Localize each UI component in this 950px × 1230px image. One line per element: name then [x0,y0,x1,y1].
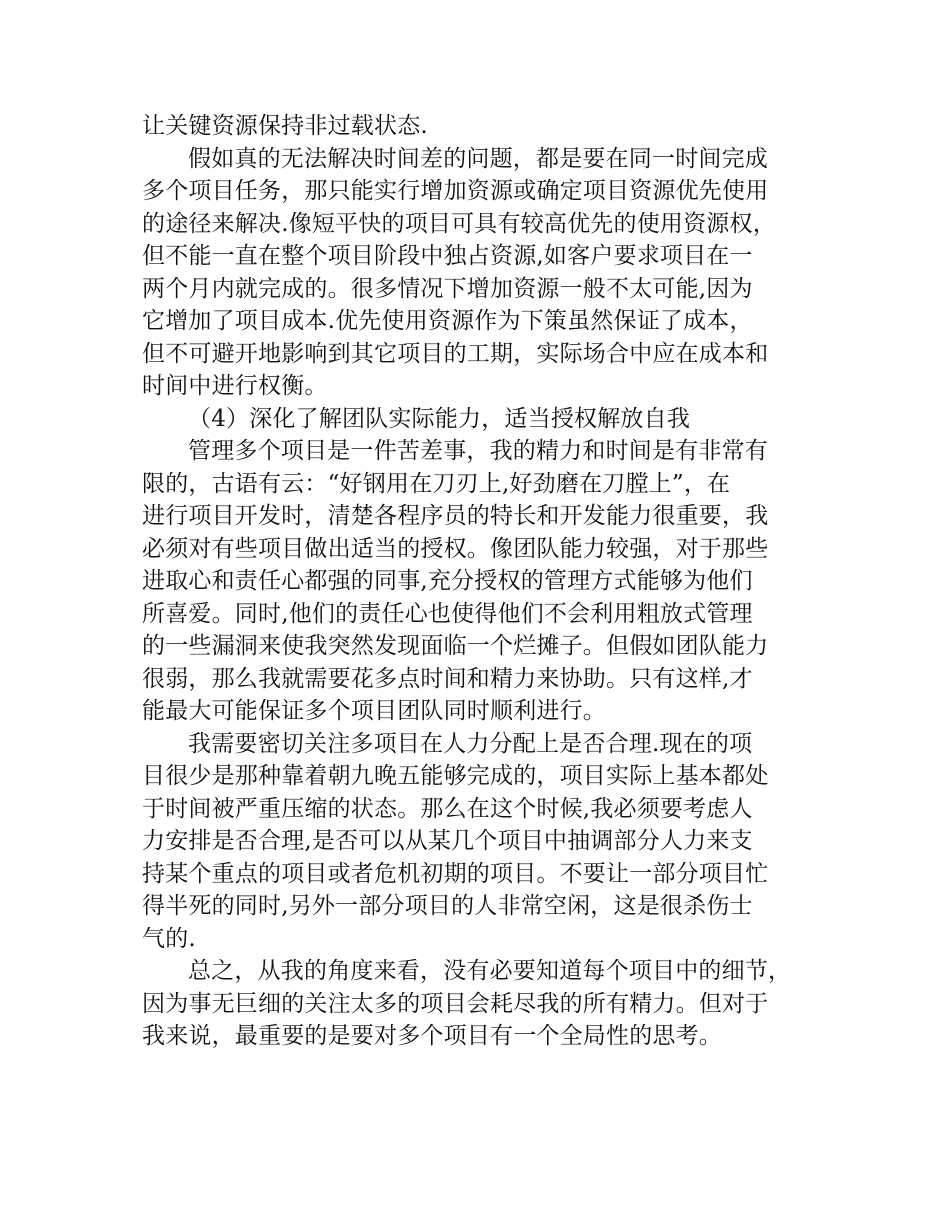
text-line: 但不可避开地影响到其它项目的工期，实际场合中应在成本和 [142,340,769,367]
paragraph-continuation [142,110,814,143]
paragraph-team-capability [142,435,814,728]
text-line: 气的. [142,925,196,952]
text-line: 限的，古语有云：“好钢用在刀刃上,好劲磨在刀膛上”，在 [142,470,731,497]
text-line: 它增加了项目成本.优先使用资源作为下策虽然保证了成本， [142,308,753,334]
text-line: 管理多个项目是一件苦差事，我的精力和时间是有非常有 [188,438,768,464]
section-heading [142,403,814,436]
text-line: 所喜爱。同时,他们的责任心也使得他们不会利用粗放式管理 [142,600,753,627]
paragraph-conclusion [142,955,814,1053]
text-line: 我来说，最重要的是要对多个项目有一个全局性的思考。 [142,1023,722,1049]
text-line: 进行项目开发时，清楚各程序员的特长和开发能力很重要，我 [142,503,769,529]
text-line: 必须对有些项目做出适当的授权。像团队能力较强，对于那些 [142,535,769,562]
paragraph-resource-priority [142,143,814,403]
text-line: 的途径来解决.像短平快的项目可具有较高优先的使用资源权， [142,210,776,237]
text-line: 两个月内就完成的。很多情况下增加资源一般不太可能,因为 [142,275,753,302]
text-line: 多个项目任务，那只能实行增加资源或确定项目资源优先使用 [142,178,769,204]
text-line: 因为事无巨细的关注太多的项目会耗尽我的所有精力。但对于 [142,990,769,1017]
text-line: 的一些漏洞来使我突然发现面临一个烂摊子。但假如团队能力 [142,633,769,659]
text-line: 让关键资源保持非过载状态. [142,113,428,139]
text-line: 但不能一直在整个项目阶段中独占资源,如客户要求项目在一 [142,243,753,269]
document-body [142,110,814,1053]
text-line: 得半死的同时,另外一部分项目的人非常空闲，这是很杀伤士 [142,893,753,919]
text-line: 总之，从我的角度来看，没有必要知道每个项目中的细节， [188,958,792,984]
text-line: 时间中进行权衡。 [142,373,328,399]
text-line: 力安排是否合理,是否可以从某几个项目中抽调部分人力来支 [142,828,753,854]
text-line: 我需要密切关注多项目在人力分配上是否合理.现在的项 [188,730,753,757]
text-line: 很弱，那么我就需要花多点时间和精力来协助。只有这样,才 [142,665,753,692]
text-line: 进取心和责任心都强的同事,充分授权的管理方式能够为他们 [142,568,753,594]
text-line: 假如真的无法解决时间差的问题，都是要在同一时间完成 [188,145,768,172]
text-line: 于时间被严重压缩的状态。那么在这个时候,我必须要考虑人 [142,795,753,822]
text-line: 能最大可能保证多个项目团队同时顺利进行。 [142,698,606,724]
text-line: 持某个重点的项目或者危机初期的项目。不要让一部分项目忙 [142,860,769,887]
text-line: 目很少是那种靠着朝九晚五能够完成的，项目实际上基本都处 [142,763,769,789]
heading-line: （4）深化了解团队实际能力，适当授权解放自我 [188,405,691,432]
paragraph-staff-allocation [142,728,814,956]
